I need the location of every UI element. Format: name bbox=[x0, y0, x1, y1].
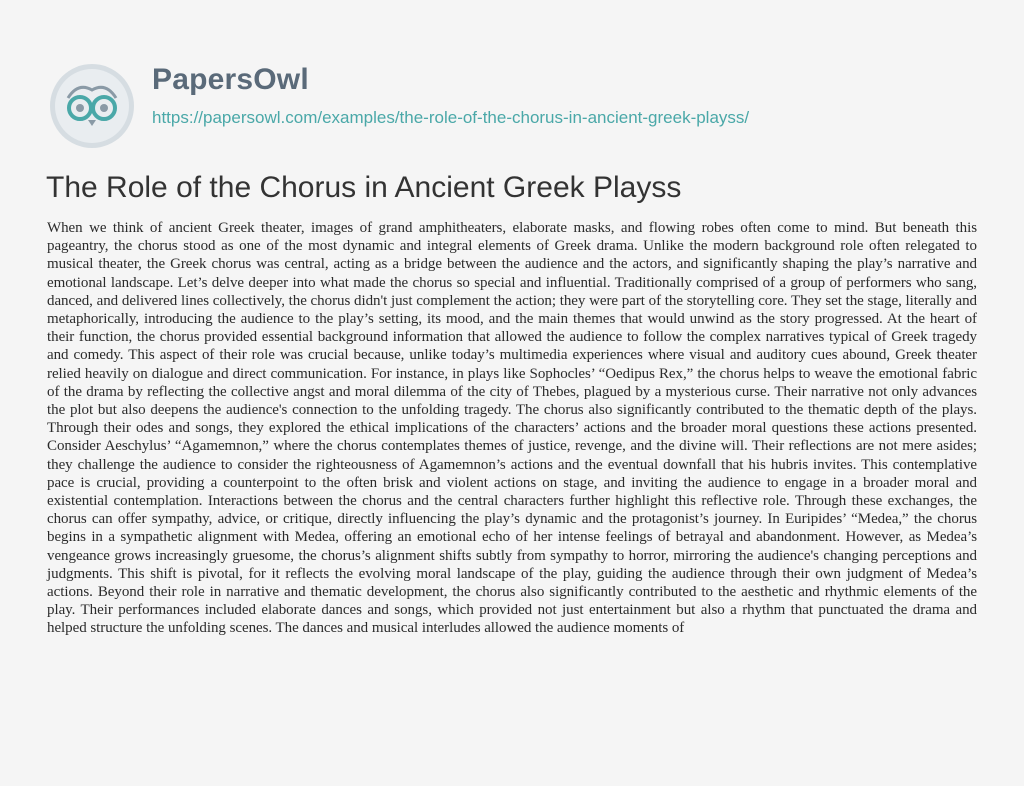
source-url-link[interactable]: https://papersowl.com/examples/the-role-of-the-chorus-in-ancient-greek-playss/ bbox=[152, 108, 750, 127]
essay-body: When we think of ancient Greek theater, images of grand amphitheaters, elaborate masks, and flowing robes often come to mind. But beneath this pageantry, the chorus stood as one of the most dynamic and integral elements of Greek drama. Unlike the modern background role often relegated to musical theater, the Greek chorus was central, acting as a bridge between the audience and the actors, and significantly shaping the play’s narrative and emotional landscape. Let’s delve deeper into what made the chorus so special and influential. Traditionally comprised of a group of performers who sang, danced, and delivered lines collectively, the chorus didn't just complement the action; they were part of the storytelling core. They set the stage, literally and metaphorically, introducing the audience to the play’s setting, its mood, and the main themes that would unwind as the story progressed. At the heart of their function, the chorus provided essential background information that allowed the audience to follow the complex narratives typical of Greek tragedy and comedy. This aspect of their role was crucial because, unlike today’s multimedia experiences where visual and auditory cues abound, Greek theater relied heavily on dialogue and direct communication. For instance, in plays like Sophocles’ “Oedipus Rex,” the chorus helps to weave the emotional fabric of the drama by reflecting the collective angst and moral dilemma of the city of Thebes, plagued by a mysterious curse. Their narrative not only advances the plot but also deepens the audience's connection to the unfolding tragedy. The chorus also significantly contributed to the thematic depth of the plays. Through their odes and songs, they explored the ethical implications of the characters’ actions and the broader moral questions these actions presented. Consider Aeschylus’ “Agamemnon,” where the chorus contemplates themes of justice, revenge, and the divine will. Their reflections are not mere asides; they challenge the audience to consider the righteousness of Agamemnon’s actions and the eventual downfall that his hubris invites. This contemplative pace is crucial, providing a counterpoint to the often brisk and violent actions on stage, and inviting the audience to engage in a broader moral and existential contemplation. Interactions between the chorus and the central characters further highlight this reflective role. Through these exchanges, the chorus can offer sympathy, advice, or critique, directly influencing the play’s dynamic and the protagonist’s journey. In Euripides’ “Medea,” the chorus begins in a sympathetic alignment with Medea, offering an emotional echo of her intense feelings of betrayal and abandonment. However, as Medea’s vengeance grows increasingly gruesome, the chorus’s alignment shifts subtly from sympathy to horror, mirroring the audience's changing perceptions and judgments. This shift is pivotal, for it reflects the evolving moral landscape of the play, guiding the audience through their own judgment of Medea’s actions. Beyond their role in narrative and thematic development, the chorus also significantly contributed to the aesthetic and rhythmic elements of the play. Their performances included elaborate dances and songs, which provided not just entertainment but also a rhythm that punctuated the drama and helped structure the unfolding scenes. The dances and musical interludes allowed the audience moments of bbox=[47, 220, 977, 637]
owl-logo-icon[interactable] bbox=[48, 62, 136, 150]
brand-name[interactable]: PapersOwl bbox=[152, 63, 309, 96]
essay-title: The Role of the Chorus in Ancient Greek Playss bbox=[46, 171, 682, 204]
site-header bbox=[48, 62, 988, 132]
